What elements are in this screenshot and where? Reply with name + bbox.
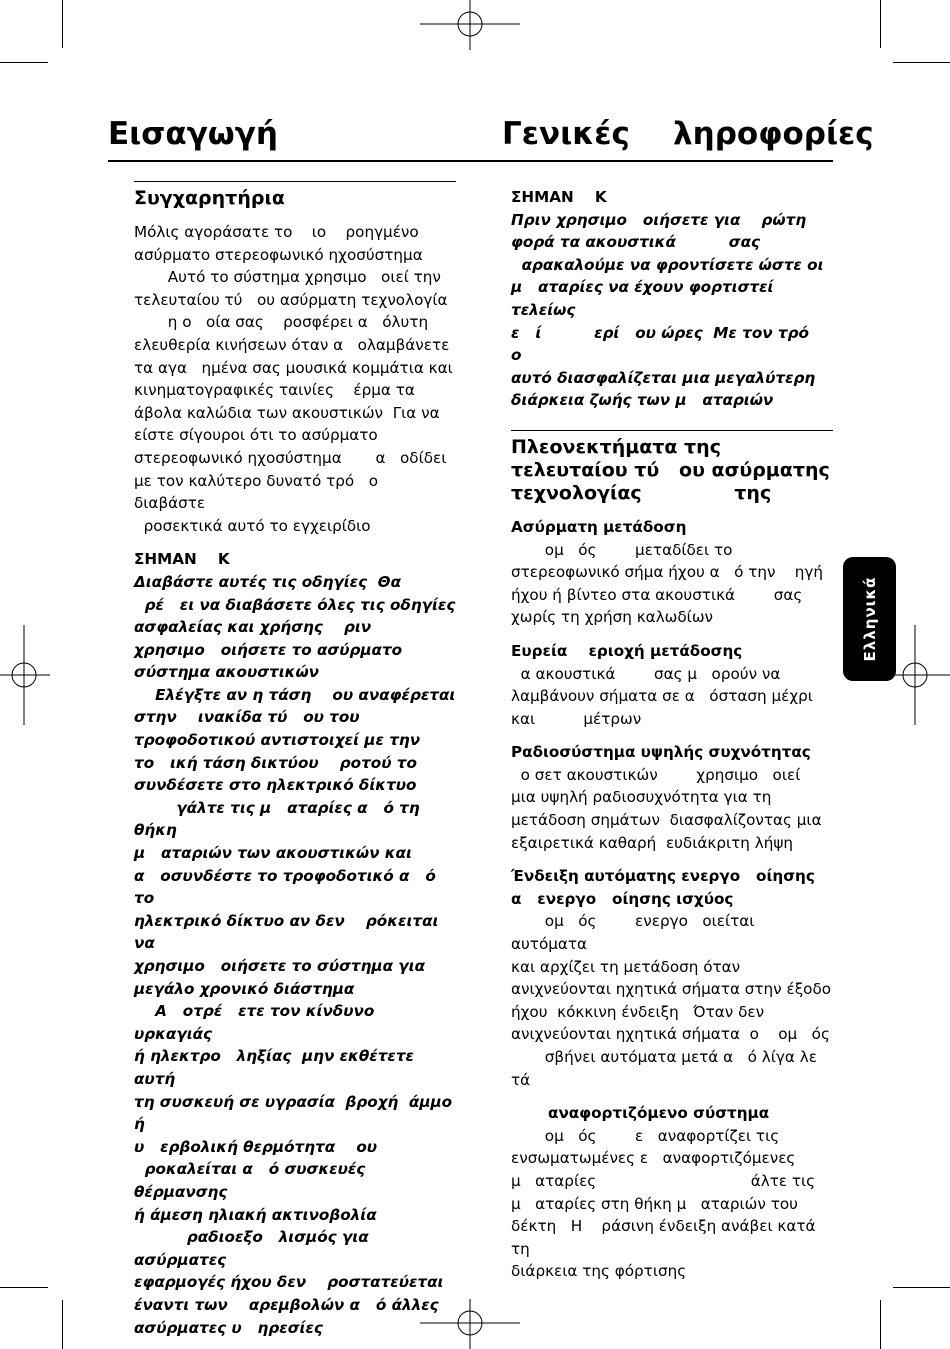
section-rule [134, 181, 456, 182]
recharge-paragraph: ομ ός ε αναφορτίζει τις ενσωματωμένες ε αναφορτιζόμενες μ αταρίες άλτε τις μ αταρίες στη θήκη μ αταριών του δέκτη Η ράσινη ένδειξη ανάβει κατά τη διάρκεια της φόρτισης [511, 1126, 816, 1281]
registration-mark-top [420, 0, 520, 50]
crop-mark [880, 1300, 881, 1349]
crop-mark [893, 62, 950, 63]
heading-auto-indicator: Ένδειξη αυτόματης ενεργο οίησης α ενεργο οίησης ισχύος [511, 867, 815, 908]
registration-mark-left [0, 625, 50, 725]
right-column [511, 186, 833, 1283]
page-title-left: Εισαγωγή [108, 116, 278, 152]
wireless-paragraph: ομ ός μεταδίδει το στερεοφωνικό σήμα ήχου α ό την ηγή ήχου ή βίντεο στα ακουστικά σας χωρίς τη χρήση καλωδίων [511, 540, 824, 627]
crop-mark [893, 1287, 950, 1288]
crop-mark [880, 0, 881, 48]
language-tab [843, 557, 896, 681]
heading-congratulations: Συγχαρητήρια [134, 187, 285, 209]
language-tab-label: Ελληνικά [860, 576, 879, 662]
page-title-right: Γενικές ληροφορίες [502, 116, 874, 152]
range-paragraph: α ακουστικά σας μ ορούν να λαμβάνουν σήματα σε α όσταση μέχρι και μέτρων [511, 664, 813, 728]
indicator-paragraph: ομ ός ενεργο οιείται αυτόματα και αρχίζει τη μετάδοση όταν ανιχνεύονται ηχητικά σήματα στην έξοδο ήχου κόκκινη ένδειξη Όταν δεν ανιχνεύονται ηχητικά σήματα ο ομ ός σβήνει αυτόματα μετά α ό λίγα λε τά [511, 912, 832, 1089]
crop-mark [0, 62, 48, 63]
heading-wide-range: Ευρεία εριοχή μετάδοσης [511, 641, 743, 660]
important-notes: Διαβάστε αυτές τις οδηγίες Θα ρέ ει να διαβάσετε όλες τις οδηγίες ασφαλείας και χρήσης ριν χρησιμο οιήσετε το ασύρματο σύστημα ακουστικών Ελέγξτε αν η τάση ου αναφέρεται στην ινακίδα τύ ου του τροφοδοτικού αντιστοιχεί με την το ική τάση δικτύου ροτού το συνδέσετε στο ηλεκτρικό δίκτυο γάλτε τις μ αταρίες α ό τη θήκη μ αταριών των ακουστικών και α οσυνδέστε το τροφοδοτικό α ό το ηλεκτρικό δίκτυο αν δεν ρόκειται να χρησιμο οιήσετε το σύστημα για μεγάλο χρονικό διάστημα Α οτρέ ετε τον κίνδυνο υρκαγιάς ή ηλεκτρο ληξίας μην εκθέτετε αυτή τη συσκευή σε υγρασία βροχή άμμο ή υ ερβολική θερμότητα ου ροκαλείται α ό συσκευές θέρμανσης ή άμεση ηλιακή ακτινοβολία ραδιοεξο λισμός για ασύρματες εφαρμογές ήχου δεν ροστατεύεται έναντι των αρεμβολών α ό άλλες ασύρματες υ ηρεσίες [134, 572, 456, 1337]
registration-mark-right [895, 625, 950, 725]
heading-advantages: Πλεονεκτήματα της τελευταίου τύ ου ασύρματης τεχνολογίας της [511, 435, 830, 504]
left-column [134, 181, 456, 1339]
important-heading: ΣΗΜΑΝ Κ [134, 550, 230, 569]
battery-note: Πριν χρησιμο οιήσετε για ρώτη φορά τα ακουστικά σας αρακαλούμε να φροντίσετε ώστε οι μ αταρίες να έχουν φορτιστεί τελείως ε ί ερί ου ώρες Με τον τρό ο αυτό διασφαλίζεται μια μεγαλύτερη διάρκεια ζωής των μ αταριών [511, 210, 824, 410]
heading-wireless-transmission: Ασύρματη μετάδοση [511, 517, 687, 536]
crop-mark [0, 1287, 48, 1288]
radio-paragraph: ο σετ ακουστικών χρησιμο οιεί μια υψηλή ραδιοσυχνότητα για τη μετάδοση σημάτων διασφαλίζοντας μια εξαιρετικά καθαρή ευδιάκριτη λήψη [511, 765, 822, 852]
crop-mark [62, 0, 63, 48]
crop-mark [62, 1300, 63, 1349]
section-rule [511, 430, 833, 431]
heading-rechargeable: αναφορτιζόμενο σύστημα [511, 1104, 770, 1123]
title-divider [108, 160, 833, 162]
important-heading: ΣΗΜΑΝ Κ [511, 188, 607, 206]
intro-paragraph: Μόλις αγοράσατε το ιο ροηγμένο ασύρματο στερεοφωνικό ηχοσύστημα Αυτό το σύστημα χρησιμο οιεί την τελευταίου τύ ου ασύρματη τεχνολογία η ο οία σας ροσφέρει α όλυτη ελευθερία κινήσεων όταν α ολαμβάνετε τα αγα ημένα σας μουσικά κομμάτια και κινηματογραφικές ταινίες έρμα τα άβολα καλώδια των ακουστικών Για να είστε σίγουροι ότι το ασύρματο στερεοφωνικό ηχοσύστημα α οδίδει με τον καλύτερο δυνατό τρό ο διαβάστε ροσεκτικά αυτό το εγχειρίδιο [134, 223, 453, 535]
heading-radio-system: Ραδιοσύστημα υψηλής συχνότητας [511, 743, 811, 762]
